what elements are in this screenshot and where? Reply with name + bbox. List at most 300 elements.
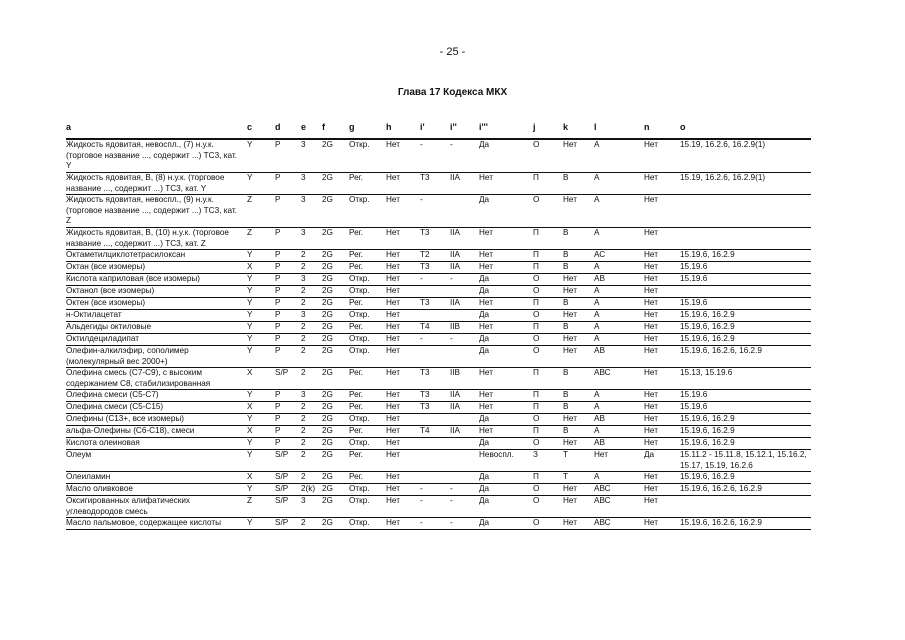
column-header-h: h	[386, 122, 392, 132]
cell-h: Нет	[386, 286, 400, 295]
cell-k: Нет	[563, 496, 577, 505]
cell-o: 15.19, 16.2.6, 16.2.9(1)	[680, 140, 766, 149]
cell-d: P	[275, 310, 281, 319]
cell-c: Y	[247, 390, 253, 399]
cell-h: Нет	[386, 438, 400, 447]
cell-g: Рег.	[349, 450, 363, 459]
cell-f: 2G	[322, 228, 333, 237]
cell-f: 2G	[322, 402, 333, 411]
cell-j: П	[533, 250, 539, 259]
substance-name: Октанол (все изомеры)	[66, 286, 155, 295]
cell-j: О	[533, 310, 540, 319]
column-header-i2: i''	[450, 122, 457, 132]
cell-i1: -	[420, 334, 423, 343]
table-row	[66, 322, 811, 334]
cell-i3: Да	[479, 346, 490, 355]
cell-e: 2	[301, 438, 306, 447]
cell-k: В	[563, 250, 569, 259]
cell-k: Т	[563, 450, 569, 459]
table-row	[66, 402, 811, 414]
cell-f: 2G	[322, 438, 333, 447]
table-row	[66, 426, 811, 438]
cell-i3: Да	[479, 496, 490, 505]
cell-l: А	[594, 426, 600, 435]
substance-name: Масло пальмовое, содержащее кислоты	[66, 518, 222, 527]
column-header-d: d	[275, 122, 281, 132]
cell-n: Нет	[644, 322, 658, 331]
substance-name: Олефины (С13+, все изомеры)	[66, 414, 184, 423]
cell-l: А	[594, 310, 600, 319]
cell-j: О	[533, 140, 540, 149]
cell-g: Рег.	[349, 298, 363, 307]
cell-e: 2	[301, 262, 306, 271]
substance-name: Оксигированных алифатических углеводородов смесь	[66, 496, 190, 516]
cell-o: 15.19.6, 16.2.9	[680, 310, 735, 319]
cell-k: Нет	[563, 334, 577, 343]
cell-i1: Т3	[420, 390, 430, 399]
cell-i3: Невоспл.	[479, 450, 514, 459]
cell-j: П	[533, 368, 539, 377]
cell-c: Y	[247, 438, 253, 447]
cell-g: Откр.	[349, 438, 370, 447]
table-row	[66, 286, 811, 298]
cell-i1: -	[420, 518, 423, 527]
table-header	[66, 118, 811, 140]
substance-name: Олефина смеси (С5-С15)	[66, 402, 164, 411]
cell-g: Откр.	[349, 310, 370, 319]
cell-g: Откр.	[349, 195, 370, 204]
cell-l: АВС	[594, 484, 611, 493]
cell-j: О	[533, 274, 540, 283]
cell-i3: Да	[479, 518, 490, 527]
cargo-table	[66, 118, 811, 530]
cell-f: 2G	[322, 368, 333, 377]
cell-n: Нет	[644, 298, 658, 307]
table-row	[66, 310, 811, 322]
cell-f: 2G	[322, 518, 333, 527]
cell-f: 2G	[322, 173, 333, 182]
substance-name: Олефина смесь (С7-С9), с высоким содержанием С8, стабилизированная	[66, 368, 211, 388]
cell-f: 2G	[322, 286, 333, 295]
cell-f: 2G	[322, 414, 333, 423]
cell-n: Нет	[644, 334, 658, 343]
cell-l: А	[594, 262, 600, 271]
cell-d: P	[275, 195, 281, 204]
substance-name: Олеум	[66, 450, 92, 459]
column-header-l: l	[594, 122, 597, 132]
cell-n: Нет	[644, 140, 658, 149]
cell-o: 15.19.6, 16.2.9	[680, 414, 735, 423]
cell-d: P	[275, 402, 281, 411]
cell-o: 15.19.6, 16.2.9	[680, 250, 735, 259]
cell-c: Y	[247, 140, 253, 149]
cell-f: 2G	[322, 346, 333, 355]
cell-e: 2	[301, 518, 306, 527]
table-row	[66, 496, 811, 518]
cell-l: А	[594, 322, 600, 331]
cell-e: 3	[301, 140, 306, 149]
cell-g: Рег.	[349, 402, 363, 411]
table-body	[66, 140, 811, 530]
cell-c: Z	[247, 195, 253, 204]
cell-e: 3	[301, 274, 306, 283]
cell-l: АВС	[594, 496, 611, 505]
cell-h: Нет	[386, 346, 400, 355]
cell-n: Нет	[644, 402, 658, 411]
cell-d: P	[275, 438, 281, 447]
cell-h: Нет	[386, 140, 400, 149]
cell-o: 15.13, 15.19.6	[680, 368, 733, 377]
cell-j: П	[533, 262, 539, 271]
cell-i3: Нет	[479, 250, 493, 259]
cell-n: Нет	[644, 310, 658, 319]
table-row	[66, 438, 811, 450]
cell-i3: Нет	[479, 173, 493, 182]
cell-j: П	[533, 426, 539, 435]
cell-k: В	[563, 228, 569, 237]
cell-j: О	[533, 346, 540, 355]
cell-l: АС	[594, 250, 606, 259]
cell-i3: Да	[479, 484, 490, 493]
cell-h: Нет	[386, 496, 400, 505]
cell-k: В	[563, 322, 569, 331]
column-header-g: g	[349, 122, 355, 132]
cell-d: P	[275, 346, 281, 355]
cell-i1: Т3	[420, 262, 430, 271]
cell-n: Нет	[644, 286, 658, 295]
cell-j: О	[533, 496, 540, 505]
cell-i3: Да	[479, 472, 490, 481]
cell-c: X	[247, 368, 253, 377]
cell-i2: -	[450, 518, 453, 527]
table-row	[66, 472, 811, 484]
cell-i3: Нет	[479, 426, 493, 435]
cell-n: Нет	[644, 438, 658, 447]
cell-j: О	[533, 286, 540, 295]
cell-l: А	[594, 286, 600, 295]
cell-i1: Т3	[420, 402, 430, 411]
cell-e: 2	[301, 346, 306, 355]
cell-e: 3	[301, 390, 306, 399]
table-row	[66, 518, 811, 530]
substance-name: Октан (все изомеры)	[66, 262, 146, 271]
cell-g: Откр.	[349, 518, 370, 527]
cell-o: 15.19.6, 16.2.9	[680, 334, 735, 343]
substance-name: Олеиламин	[66, 472, 111, 481]
cell-c: Y	[247, 518, 253, 527]
cell-j: П	[533, 472, 539, 481]
cell-f: 2G	[322, 426, 333, 435]
cell-i2: -	[450, 496, 453, 505]
cell-h: Нет	[386, 450, 400, 459]
cell-c: Y	[247, 322, 253, 331]
cell-d: P	[275, 262, 281, 271]
table-row	[66, 274, 811, 286]
cell-i1: Т3	[420, 173, 430, 182]
cell-i2: IIА	[450, 402, 461, 411]
table-row	[66, 228, 811, 250]
cell-d: S/P	[275, 496, 289, 505]
cell-n: Нет	[644, 250, 658, 259]
cell-e: 2(k)	[301, 484, 316, 493]
cell-l: А	[594, 173, 600, 182]
cell-k: Нет	[563, 286, 577, 295]
cell-g: Откр.	[349, 286, 370, 295]
cell-e: 3	[301, 310, 306, 319]
cell-d: P	[275, 414, 281, 423]
cell-g: Рег.	[349, 250, 363, 259]
cell-k: Т	[563, 472, 569, 481]
cell-o: 15.19.6	[680, 390, 708, 399]
cell-d: S/P	[275, 484, 289, 493]
cell-h: Нет	[386, 173, 400, 182]
cell-n: Нет	[644, 368, 658, 377]
cell-g: Рег.	[349, 426, 363, 435]
cell-l: А	[594, 402, 600, 411]
table-row	[66, 334, 811, 346]
cell-l: А	[594, 390, 600, 399]
cell-d: P	[275, 173, 281, 182]
cell-i1: Т2	[420, 250, 430, 259]
cell-l: Нет	[594, 450, 608, 459]
cell-d: P	[275, 390, 281, 399]
cell-j: П	[533, 322, 539, 331]
cell-n: Нет	[644, 472, 658, 481]
table-row	[66, 140, 811, 173]
cell-i3: Нет	[479, 228, 493, 237]
table-row	[66, 390, 811, 402]
cell-k: В	[563, 368, 569, 377]
cell-i3: Нет	[479, 298, 493, 307]
cell-l: АВ	[594, 414, 605, 423]
cell-k: Нет	[563, 414, 577, 423]
substance-name: Октилдециладипат	[66, 334, 139, 343]
cell-j: З	[533, 450, 538, 459]
substance-name: Жидкость ядовитая, невоспл., (9) н.у.к. (торговое название ..., содержит ...) ТС3, кат. Z	[66, 195, 237, 225]
cell-i3: Да	[479, 274, 490, 283]
cell-h: Нет	[386, 368, 400, 377]
cell-d: S/P	[275, 450, 289, 459]
substance-name: н-Октилацетат	[66, 310, 122, 319]
cell-i1: -	[420, 195, 423, 204]
cell-i1: -	[420, 140, 423, 149]
cell-i3: Да	[479, 334, 490, 343]
cell-e: 2	[301, 368, 306, 377]
cell-o: 15.19.6	[680, 402, 708, 411]
cell-l: АВ	[594, 346, 605, 355]
substance-name: Кислота каприловая (все изомеры)	[66, 274, 201, 283]
cell-k: В	[563, 390, 569, 399]
cell-h: Нет	[386, 298, 400, 307]
cell-h: Нет	[386, 228, 400, 237]
cell-i1: Т3	[420, 228, 430, 237]
cell-g: Рег.	[349, 390, 363, 399]
chapter-title: Глава 17 Кодекса МКХ	[397, 87, 508, 98]
cell-h: Нет	[386, 274, 400, 283]
cell-n: Нет	[644, 426, 658, 435]
cell-f: 2G	[322, 298, 333, 307]
cell-h: Нет	[386, 310, 400, 319]
cell-j: П	[533, 228, 539, 237]
cell-l: АВ	[594, 438, 605, 447]
column-header-f: f	[322, 122, 325, 132]
cell-i3: Да	[479, 140, 490, 149]
cell-k: В	[563, 426, 569, 435]
cell-k: В	[563, 402, 569, 411]
cell-i3: Да	[479, 195, 490, 204]
cell-j: О	[533, 195, 540, 204]
cell-o: 15.19.6, 16.2.9	[680, 472, 735, 481]
cell-k: Нет	[563, 438, 577, 447]
cell-l: АВ	[594, 274, 605, 283]
cell-f: 2G	[322, 322, 333, 331]
cell-i2: IIА	[450, 250, 461, 259]
cell-n: Нет	[644, 346, 658, 355]
substance-name: Жидкость ядовитая, В, (8) н.у.к. (торговое название ..., содержит ...) ТС3, кат. Y	[66, 173, 225, 193]
cell-c: Y	[247, 334, 253, 343]
cell-h: Нет	[386, 472, 400, 481]
cell-k: В	[563, 262, 569, 271]
cell-l: А	[594, 298, 600, 307]
cell-f: 2G	[322, 484, 333, 493]
cell-d: P	[275, 228, 281, 237]
cell-f: 2G	[322, 450, 333, 459]
cell-n: Нет	[644, 262, 658, 271]
cell-d: P	[275, 250, 281, 259]
cell-c: Y	[247, 286, 253, 295]
cell-k: Нет	[563, 346, 577, 355]
cell-i2: IIВ	[450, 368, 461, 377]
substance-name: Жидкость ядовитая, невоспл., (7) н.у.к. (торговое название ..., содержит ...) ТС3, кат. Y	[66, 140, 237, 170]
cell-n: Нет	[644, 414, 658, 423]
cell-k: Нет	[563, 274, 577, 283]
cell-n: Нет	[644, 173, 658, 182]
cell-c: Y	[247, 346, 253, 355]
substance-name: Масло оливковое	[66, 484, 133, 493]
cell-n: Нет	[644, 274, 658, 283]
cell-d: P	[275, 286, 281, 295]
cell-d: S/P	[275, 472, 289, 481]
cell-d: P	[275, 334, 281, 343]
cell-l: АВС	[594, 368, 611, 377]
substance-name: Октаметилциклотетрасилоксан	[66, 250, 186, 259]
page-number: - 25 -	[439, 46, 466, 58]
cell-c: X	[247, 262, 253, 271]
table-row	[66, 484, 811, 496]
cell-k: Нет	[563, 195, 577, 204]
cell-d: P	[275, 298, 281, 307]
cell-g: Откр.	[349, 334, 370, 343]
cell-f: 2G	[322, 140, 333, 149]
substance-name: Жидкость ядовитая, В, (10) н.у.к. (торговое название ..., содержит ...) ТС3, кат. Z	[66, 228, 229, 248]
cell-h: Нет	[386, 334, 400, 343]
cell-g: Рег.	[349, 228, 363, 237]
cell-i3: Да	[479, 438, 490, 447]
cell-c: Y	[247, 310, 253, 319]
cell-e: 2	[301, 472, 306, 481]
cell-l: А	[594, 334, 600, 343]
cell-g: Рег.	[349, 173, 363, 182]
cell-e: 2	[301, 450, 306, 459]
cell-h: Нет	[386, 195, 400, 204]
substance-name: Кислота олеиновая	[66, 438, 140, 447]
cell-d: P	[275, 322, 281, 331]
cell-e: 2	[301, 334, 306, 343]
cell-l: АВС	[594, 518, 611, 527]
cell-o: 15.11.2 - 15.11.8, 15.12.1, 15.16.2, 15.17, 15.19, 16.2.6	[680, 450, 807, 470]
cell-o: 15.19.6	[680, 298, 708, 307]
cell-e: 2	[301, 286, 306, 295]
cell-e: 2	[301, 414, 306, 423]
cell-i3: Нет	[479, 322, 493, 331]
cell-f: 2G	[322, 262, 333, 271]
cell-j: О	[533, 334, 540, 343]
cell-c: Y	[247, 414, 253, 423]
substance-name: Олефина смеси (С5-С7)	[66, 390, 159, 399]
cell-i3: Нет	[479, 402, 493, 411]
cell-k: Нет	[563, 484, 577, 493]
cell-i1: Т4	[420, 322, 430, 331]
cell-o: 15.19.6	[680, 262, 708, 271]
cell-i1: Т3	[420, 298, 430, 307]
cell-o: 15.19.6, 16.2.6, 16.2.9	[680, 484, 762, 493]
cell-i1: Т3	[420, 368, 430, 377]
cell-j: П	[533, 402, 539, 411]
cell-i1: Т4	[420, 426, 430, 435]
cell-l: А	[594, 195, 600, 204]
cell-c: X	[247, 402, 253, 411]
column-header-c: c	[247, 122, 253, 132]
cell-i2: IIА	[450, 298, 461, 307]
cell-i3: Нет	[479, 390, 493, 399]
substance-name: Альдегиды октиловые	[66, 322, 152, 331]
cell-e: 3	[301, 195, 306, 204]
cell-g: Откр.	[349, 140, 370, 149]
table-row	[66, 298, 811, 310]
cell-l: А	[594, 228, 600, 237]
cell-h: Нет	[386, 426, 400, 435]
cell-l: А	[594, 140, 600, 149]
table-row	[66, 368, 811, 390]
cell-i3: Нет	[479, 368, 493, 377]
cell-f: 2G	[322, 334, 333, 343]
cell-f: 2G	[322, 472, 333, 481]
cell-g: Рег.	[349, 368, 363, 377]
cell-e: 3	[301, 228, 306, 237]
cell-i2: -	[450, 484, 453, 493]
cell-j: П	[533, 298, 539, 307]
table-row	[66, 250, 811, 262]
cell-j: О	[533, 414, 540, 423]
column-header-o: o	[680, 122, 686, 132]
table-row	[66, 414, 811, 426]
cell-d: P	[275, 274, 281, 283]
cell-i3: Да	[479, 414, 490, 423]
cell-c: Y	[247, 274, 253, 283]
cell-i2: IIВ	[450, 322, 461, 331]
cell-h: Нет	[386, 262, 400, 271]
cell-i2: IIА	[450, 228, 461, 237]
column-header-i1: i'	[420, 122, 425, 132]
cell-i1: -	[420, 274, 423, 283]
cell-n: Да	[644, 450, 655, 459]
cell-d: P	[275, 426, 281, 435]
cell-i2: IIА	[450, 426, 461, 435]
substance-name: альфа-Олефины (С6-С18), смеси	[66, 426, 195, 435]
cell-j: О	[533, 518, 540, 527]
cell-k: В	[563, 173, 569, 182]
cell-c: X	[247, 426, 253, 435]
